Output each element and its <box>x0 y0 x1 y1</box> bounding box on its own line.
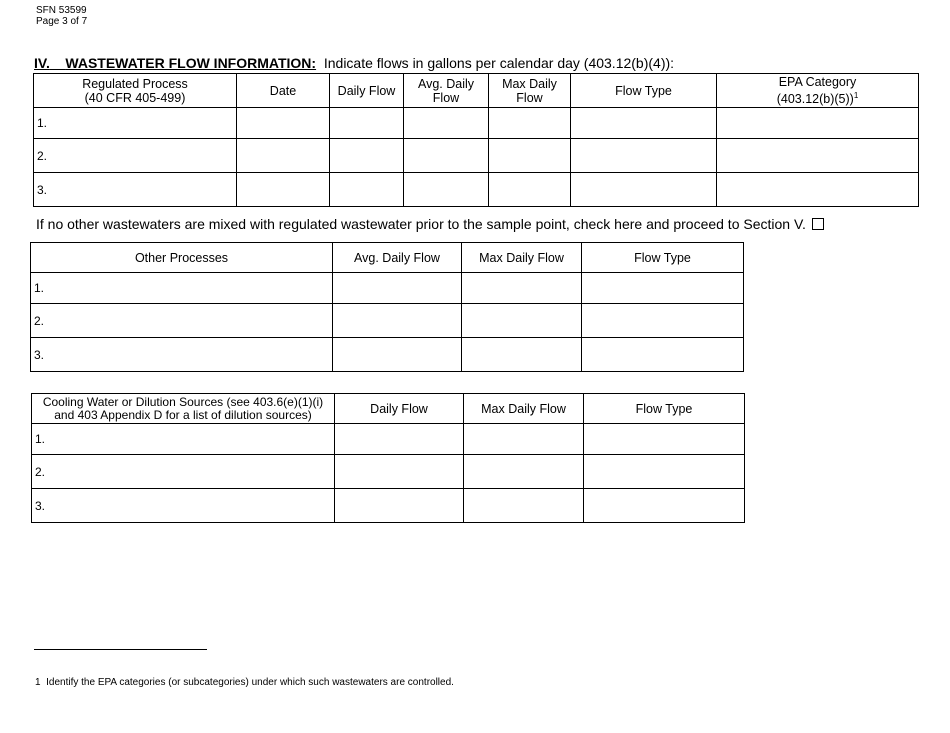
flow-type-cell[interactable] <box>571 173 717 207</box>
header-avg-daily-flow: Avg. Daily Flow <box>333 243 462 273</box>
daily-flow-cell[interactable] <box>335 455 464 489</box>
row-number[interactable]: 3. <box>32 489 335 523</box>
header-max-daily-flow: Max Daily Flow <box>462 243 582 273</box>
flow-type-cell[interactable] <box>582 273 744 304</box>
table-row <box>32 424 745 455</box>
flow-type-cell[interactable] <box>571 139 717 173</box>
avg-flow-cell[interactable] <box>404 173 489 207</box>
max-flow-cell[interactable] <box>464 455 584 489</box>
avg-flow-cell[interactable] <box>333 338 462 372</box>
header-flow-type: Flow Type <box>582 243 744 273</box>
table-row <box>32 489 745 523</box>
max-flow-cell[interactable] <box>462 304 582 338</box>
header-date: Date <box>237 74 330 108</box>
header-flow-type: Flow Type <box>571 74 717 108</box>
daily-flow-cell[interactable] <box>330 173 404 207</box>
flow-type-cell[interactable] <box>582 338 744 372</box>
section-instruction: Indicate flows in gallons per calendar day (403.12(b)(4)): <box>323 55 675 71</box>
no-other-wastewater-text: If no other wastewaters are mixed with regulated wastewater prior to the sample point, check here and proceed to Section V. <box>36 216 806 232</box>
daily-flow-cell[interactable] <box>335 424 464 455</box>
table-row <box>31 304 744 338</box>
header-max-daily-flow: Max Daily Flow <box>489 74 571 108</box>
footnote-text: Identify the EPA categories (or subcategories) under which such wastewaters are controlled. <box>46 677 454 688</box>
table-row <box>34 108 919 139</box>
daily-flow-cell[interactable] <box>330 139 404 173</box>
max-flow-cell[interactable] <box>489 173 571 207</box>
max-flow-cell[interactable] <box>464 424 584 455</box>
max-flow-cell[interactable] <box>462 273 582 304</box>
header-epa-category: EPA Category $(403.12(b)(5))^1$ <box>717 74 919 108</box>
date-cell[interactable] <box>237 139 330 173</box>
header-flow-type: Flow Type <box>584 394 745 424</box>
max-flow-cell[interactable] <box>462 338 582 372</box>
row-number[interactable]: 1. <box>32 424 335 455</box>
cooling-water-table <box>31 393 745 523</box>
daily-flow-cell[interactable] <box>335 489 464 523</box>
header-max-daily-flow: Max Daily Flow <box>464 394 584 424</box>
avg-flow-cell[interactable] <box>404 108 489 139</box>
flow-type-cell[interactable] <box>582 304 744 338</box>
footnote <box>35 677 454 688</box>
row-number[interactable]: 2. <box>32 455 335 489</box>
epa-category-cell[interactable] <box>717 108 919 139</box>
regulated-process-table <box>33 73 919 207</box>
flow-type-cell[interactable] <box>584 424 745 455</box>
table-row <box>31 273 744 304</box>
footnote-divider <box>34 649 207 650</box>
epa-category-cell[interactable] <box>717 173 919 207</box>
header-daily-flow: Daily Flow <box>330 74 404 108</box>
header-regulated-process: Regulated Process (40 CFR 405-499) <box>34 74 237 108</box>
row-number[interactable]: 1. <box>34 108 237 139</box>
section-number: IV. <box>34 55 50 71</box>
header-cooling-dilution-sources: Cooling Water or Dilution Sources (see 403.6(e)(1)(i) and 403 Appendix D for a list of dilution sources) <box>32 394 335 424</box>
max-flow-cell[interactable] <box>464 489 584 523</box>
avg-flow-cell[interactable] <box>333 273 462 304</box>
table-row <box>32 455 745 489</box>
footnote-marker: 1 <box>35 677 41 688</box>
table-row <box>31 338 744 372</box>
date-cell[interactable] <box>237 108 330 139</box>
other-processes-table <box>30 242 744 372</box>
avg-flow-cell[interactable] <box>404 139 489 173</box>
row-number[interactable]: 3. <box>31 338 333 372</box>
form-number: SFN 53599 <box>36 5 87 16</box>
avg-flow-cell[interactable] <box>333 304 462 338</box>
max-flow-cell[interactable] <box>489 139 571 173</box>
max-flow-cell[interactable] <box>489 108 571 139</box>
section-heading: WASTEWATER FLOW INFORMATION: <box>65 55 317 71</box>
epa-category-cell[interactable] <box>717 139 919 173</box>
table-row <box>34 173 919 207</box>
page-number: Page 3 of 7 <box>36 16 88 27</box>
row-number[interactable]: 2. <box>34 139 237 173</box>
flow-type-cell[interactable] <box>584 489 745 523</box>
daily-flow-cell[interactable] <box>330 108 404 139</box>
row-number[interactable]: 3. <box>34 173 237 207</box>
row-number[interactable]: 1. <box>31 273 333 304</box>
header-other-processes: Other Processes <box>31 243 333 273</box>
flow-type-cell[interactable] <box>571 108 717 139</box>
header-avg-daily-flow: Avg. Daily Flow <box>404 74 489 108</box>
table-row <box>34 139 919 173</box>
header-daily-flow: Daily Flow <box>335 394 464 424</box>
no-other-wastewater-note <box>36 216 824 232</box>
section-title <box>34 55 674 71</box>
flow-type-cell[interactable] <box>584 455 745 489</box>
row-number[interactable]: 2. <box>31 304 333 338</box>
date-cell[interactable] <box>237 173 330 207</box>
no-other-wastewater-checkbox[interactable] <box>812 218 824 230</box>
